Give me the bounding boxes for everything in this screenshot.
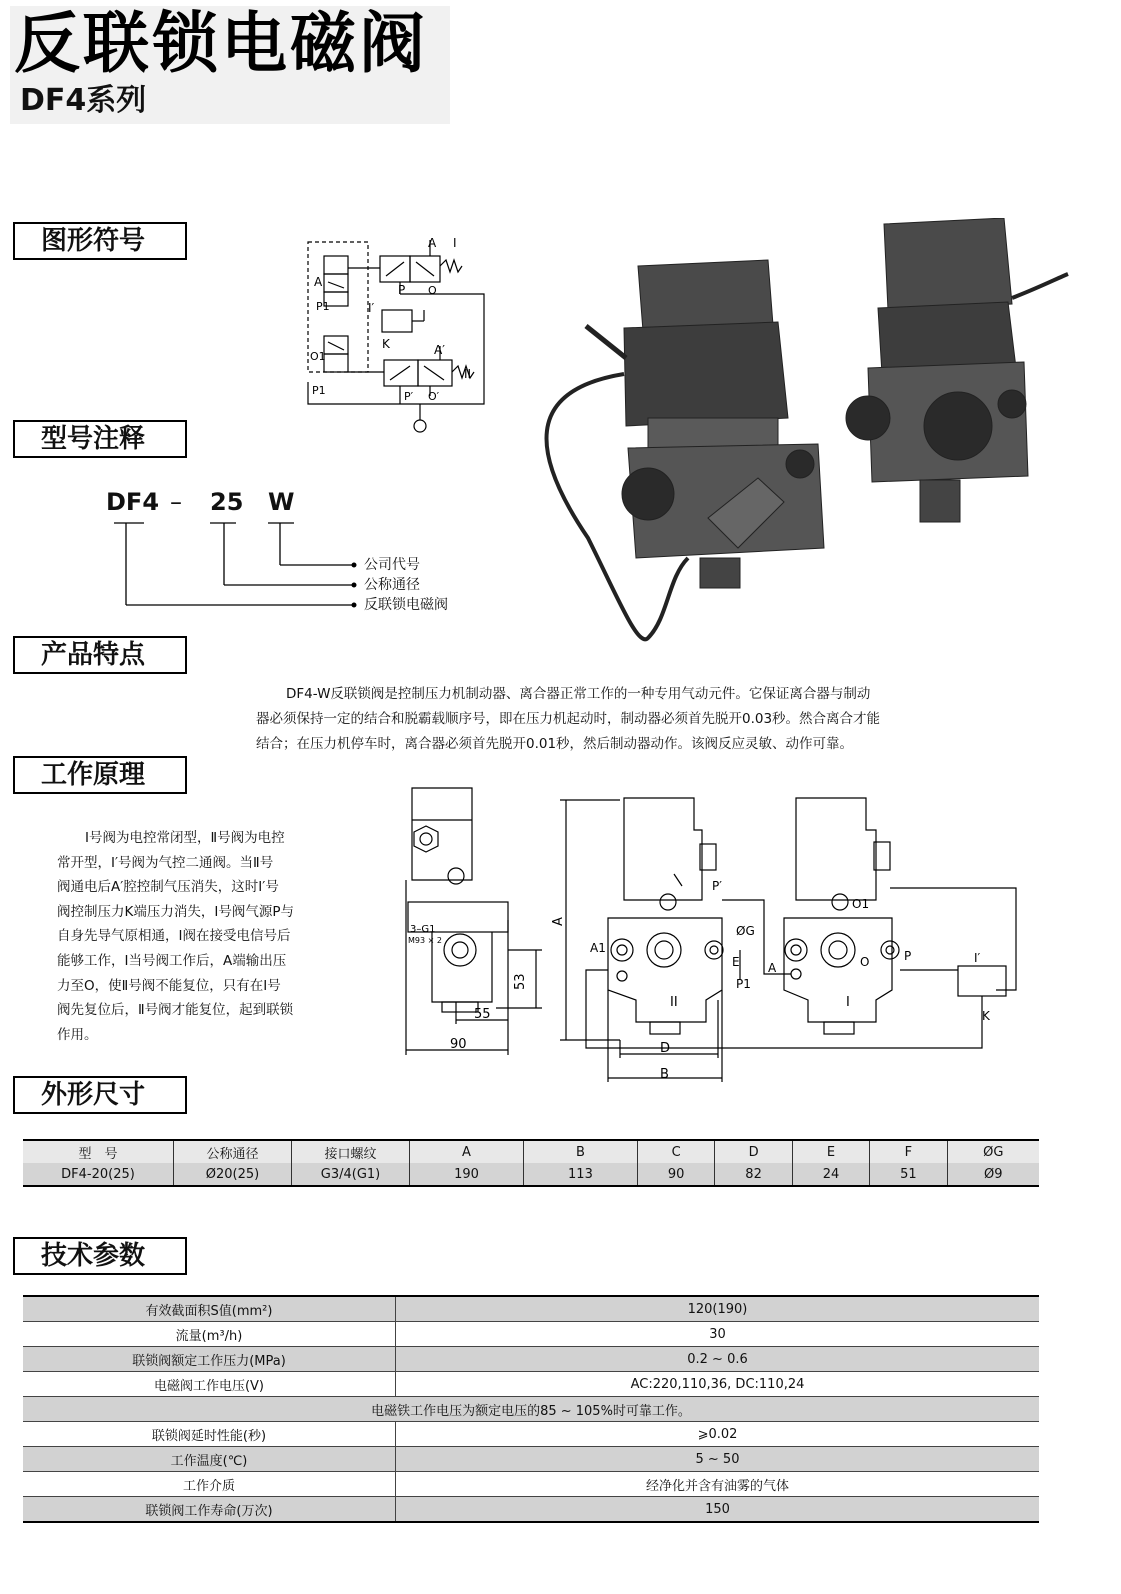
port-P1-label: P1 [736, 977, 751, 991]
header-cell: B [523, 1140, 637, 1163]
table-cell: Ø20(25) [174, 1163, 292, 1186]
section-model: 型号注释 [13, 420, 187, 458]
header-cell: E [792, 1140, 869, 1163]
dim-D-label: D [660, 1041, 671, 1056]
dimension-table-header [23, 1140, 1039, 1163]
principle-line: 阀通电后A′腔控制气压消失，这时Ⅰ′号 [57, 879, 279, 896]
param-value: 150 [396, 1497, 1040, 1523]
header-cell: 接口螺纹 [292, 1140, 410, 1163]
param-note: 电磁铁工作电压为额定电压的85 ~ 105%时可靠工作。 [23, 1397, 1039, 1422]
section-params: 技术参数 [13, 1237, 187, 1275]
param-value: 经净化并含有油雾的气体 [396, 1472, 1040, 1497]
port-P-label: P [904, 949, 912, 963]
valve-II-label: II [670, 995, 678, 1010]
port-O1-label: O1 [852, 897, 870, 911]
dim-E-label: E [732, 955, 740, 969]
table-cell: 190 [410, 1163, 524, 1186]
side-dim-90: 90 [450, 1037, 467, 1052]
param-label: 流量(m³/h) [23, 1322, 396, 1347]
model-suffix: W [268, 488, 295, 516]
param-label: 有效截面积S值(mm²) [23, 1296, 396, 1322]
param-label: 联锁阀额定工作压力(MPa) [23, 1347, 396, 1372]
principle-text [57, 826, 294, 1047]
section-symbol: 图形符号 [13, 222, 187, 260]
model-code-leaders [100, 515, 370, 615]
port-Pp-label: P′ [712, 879, 722, 893]
principle-line: 阀控制压力K端压力消失，Ⅰ号阀气源P与 [57, 903, 294, 920]
param-value: 120(190) [396, 1296, 1040, 1322]
pneumatic-symbol-diagram [300, 232, 500, 437]
dimension-table-row [23, 1163, 1039, 1186]
symbol-label-Ap: A′ [434, 343, 445, 357]
section-principle: 工作原理 [13, 756, 187, 794]
param-value: ⩾0.02 [396, 1422, 1040, 1447]
side-view-drawing [396, 780, 556, 1060]
param-value: AC:220,110,36, DC:110,24 [396, 1372, 1040, 1397]
dim-B-label: B [660, 1067, 669, 1082]
side-dim-55: 55 [474, 1007, 491, 1022]
symbol-label-O: O [428, 284, 437, 297]
table-cell: 90 [637, 1163, 714, 1186]
port-O-label: O [860, 955, 870, 969]
series-subtitle: DF4系列 [20, 83, 147, 118]
param-label: 电磁阀工作电压(V) [23, 1372, 396, 1397]
port-A-label: A [768, 961, 777, 975]
principle-line: 阀先复位后，Ⅱ号阀才能复位，起到联锁 [57, 1002, 294, 1019]
param-label: 联锁阀延时性能(秒) [23, 1422, 396, 1447]
product-photo [528, 218, 1076, 658]
header-cell: 公称通径 [174, 1140, 292, 1163]
table-cell: G3/4(G1) [292, 1163, 410, 1186]
features-line-1: DF4-W反联锁阀是控制压力机制动器、离合器正常工作的一种专用气动元件。它保证离合器与制动 [286, 686, 871, 702]
symbol-label-I: I [453, 236, 457, 250]
param-label: 工作温度(℃) [23, 1447, 396, 1472]
side-thread2-label: M93 × 2 [408, 936, 442, 945]
model-legend-company: 公司代号 [364, 557, 420, 573]
model-dash: – [170, 488, 182, 516]
param-note-row [23, 1397, 1039, 1422]
symbol-label-K: K [382, 337, 390, 351]
header-cell: C [637, 1140, 714, 1163]
principle-line: 作用。 [57, 1026, 98, 1043]
param-label: 工作介质 [23, 1472, 396, 1497]
features-line-2: 器必须保持一定的结合和脱霸载顺序号，即在压力机起动时，制动器必须首先脱开0.03秒。然合离合才能 [256, 711, 881, 727]
symbol-label-Op: O′ [428, 390, 440, 403]
param-label: 联锁阀工作寿命(万次) [23, 1497, 396, 1523]
symbol-label-Ip: I′ [368, 301, 375, 315]
header-cell: F [870, 1140, 947, 1163]
model-legend-diameter: 公称通径 [364, 577, 420, 593]
model-size: 25 [210, 488, 244, 516]
param-row [23, 1497, 1039, 1523]
port-A1-label: A1 [590, 941, 606, 955]
param-value: 30 [396, 1322, 1040, 1347]
table-cell: Ø9 [947, 1163, 1039, 1186]
valve-I-label: I [846, 995, 850, 1010]
principle-line: Ⅰ号阀为电控常闭型，Ⅱ号阀为电控 [85, 830, 285, 846]
dim-A-label: A [551, 917, 566, 926]
table-cell: 24 [792, 1163, 869, 1186]
symbol-label-P1: P1 [316, 300, 330, 313]
table-cell: 113 [523, 1163, 637, 1186]
symbol-label-II: II [464, 367, 472, 381]
model-prefix: DF4 [106, 488, 160, 516]
symbol-label-Pp: P′ [404, 390, 414, 403]
param-row [23, 1422, 1039, 1447]
symbol-label-P1b: P1 [312, 384, 326, 397]
port-K-label: K [982, 1009, 990, 1023]
param-row [23, 1296, 1039, 1322]
dimension-table [23, 1139, 1039, 1187]
param-row [23, 1472, 1039, 1497]
param-row [23, 1372, 1039, 1397]
principle-line: 常开型，Ⅰ′号阀为气控二通阀。当Ⅱ号 [57, 854, 274, 871]
dim-G-label: ØG [736, 924, 755, 938]
symbol-label-P: P [398, 283, 406, 297]
principle-line: 力至O，使Ⅱ号阀不能复位，只有在Ⅰ号 [57, 977, 281, 994]
features-line-3: 结合；在压力机停车时，离合器必须首先脱开0.01秒，然后制动器动作。该阀反应灵敏、动作可靠。 [256, 736, 854, 752]
symbol-label-A: A [428, 236, 437, 250]
header-cell: A [410, 1140, 524, 1163]
table-cell: DF4-20(25) [23, 1163, 174, 1186]
param-value: 5 ~ 50 [396, 1447, 1040, 1472]
symbol-label-O1: O1 [310, 350, 326, 363]
header-cell: D [715, 1140, 792, 1163]
model-legend-type: 反联锁电磁阀 [364, 597, 448, 613]
param-row [23, 1347, 1039, 1372]
page-title: 反联锁电磁阀 [14, 5, 428, 82]
tech-params-table [23, 1295, 1039, 1523]
param-row [23, 1322, 1039, 1347]
param-value: 0.2 ~ 0.6 [396, 1347, 1040, 1372]
front-view-drawing [546, 790, 1046, 1100]
symbol-label-A-left: A [314, 275, 323, 289]
principle-line: 自身先导气原相通，Ⅰ阀在接受电信号后 [57, 928, 291, 945]
principle-line: 能够工作，Ⅰ当号阀工作后，A端输出压 [57, 952, 287, 969]
section-dimensions: 外形尺寸 [13, 1076, 187, 1114]
table-cell: 51 [870, 1163, 947, 1186]
param-row [23, 1447, 1039, 1472]
table-cell: 82 [715, 1163, 792, 1186]
side-thread-label: 3–G1 [410, 924, 436, 935]
valve-Ip-label: I′ [974, 951, 981, 965]
header-cell: 型 号 [23, 1140, 174, 1163]
side-dim-53: 53 [513, 973, 528, 990]
section-features: 产品特点 [13, 636, 187, 674]
header-cell: ØG [947, 1140, 1039, 1163]
